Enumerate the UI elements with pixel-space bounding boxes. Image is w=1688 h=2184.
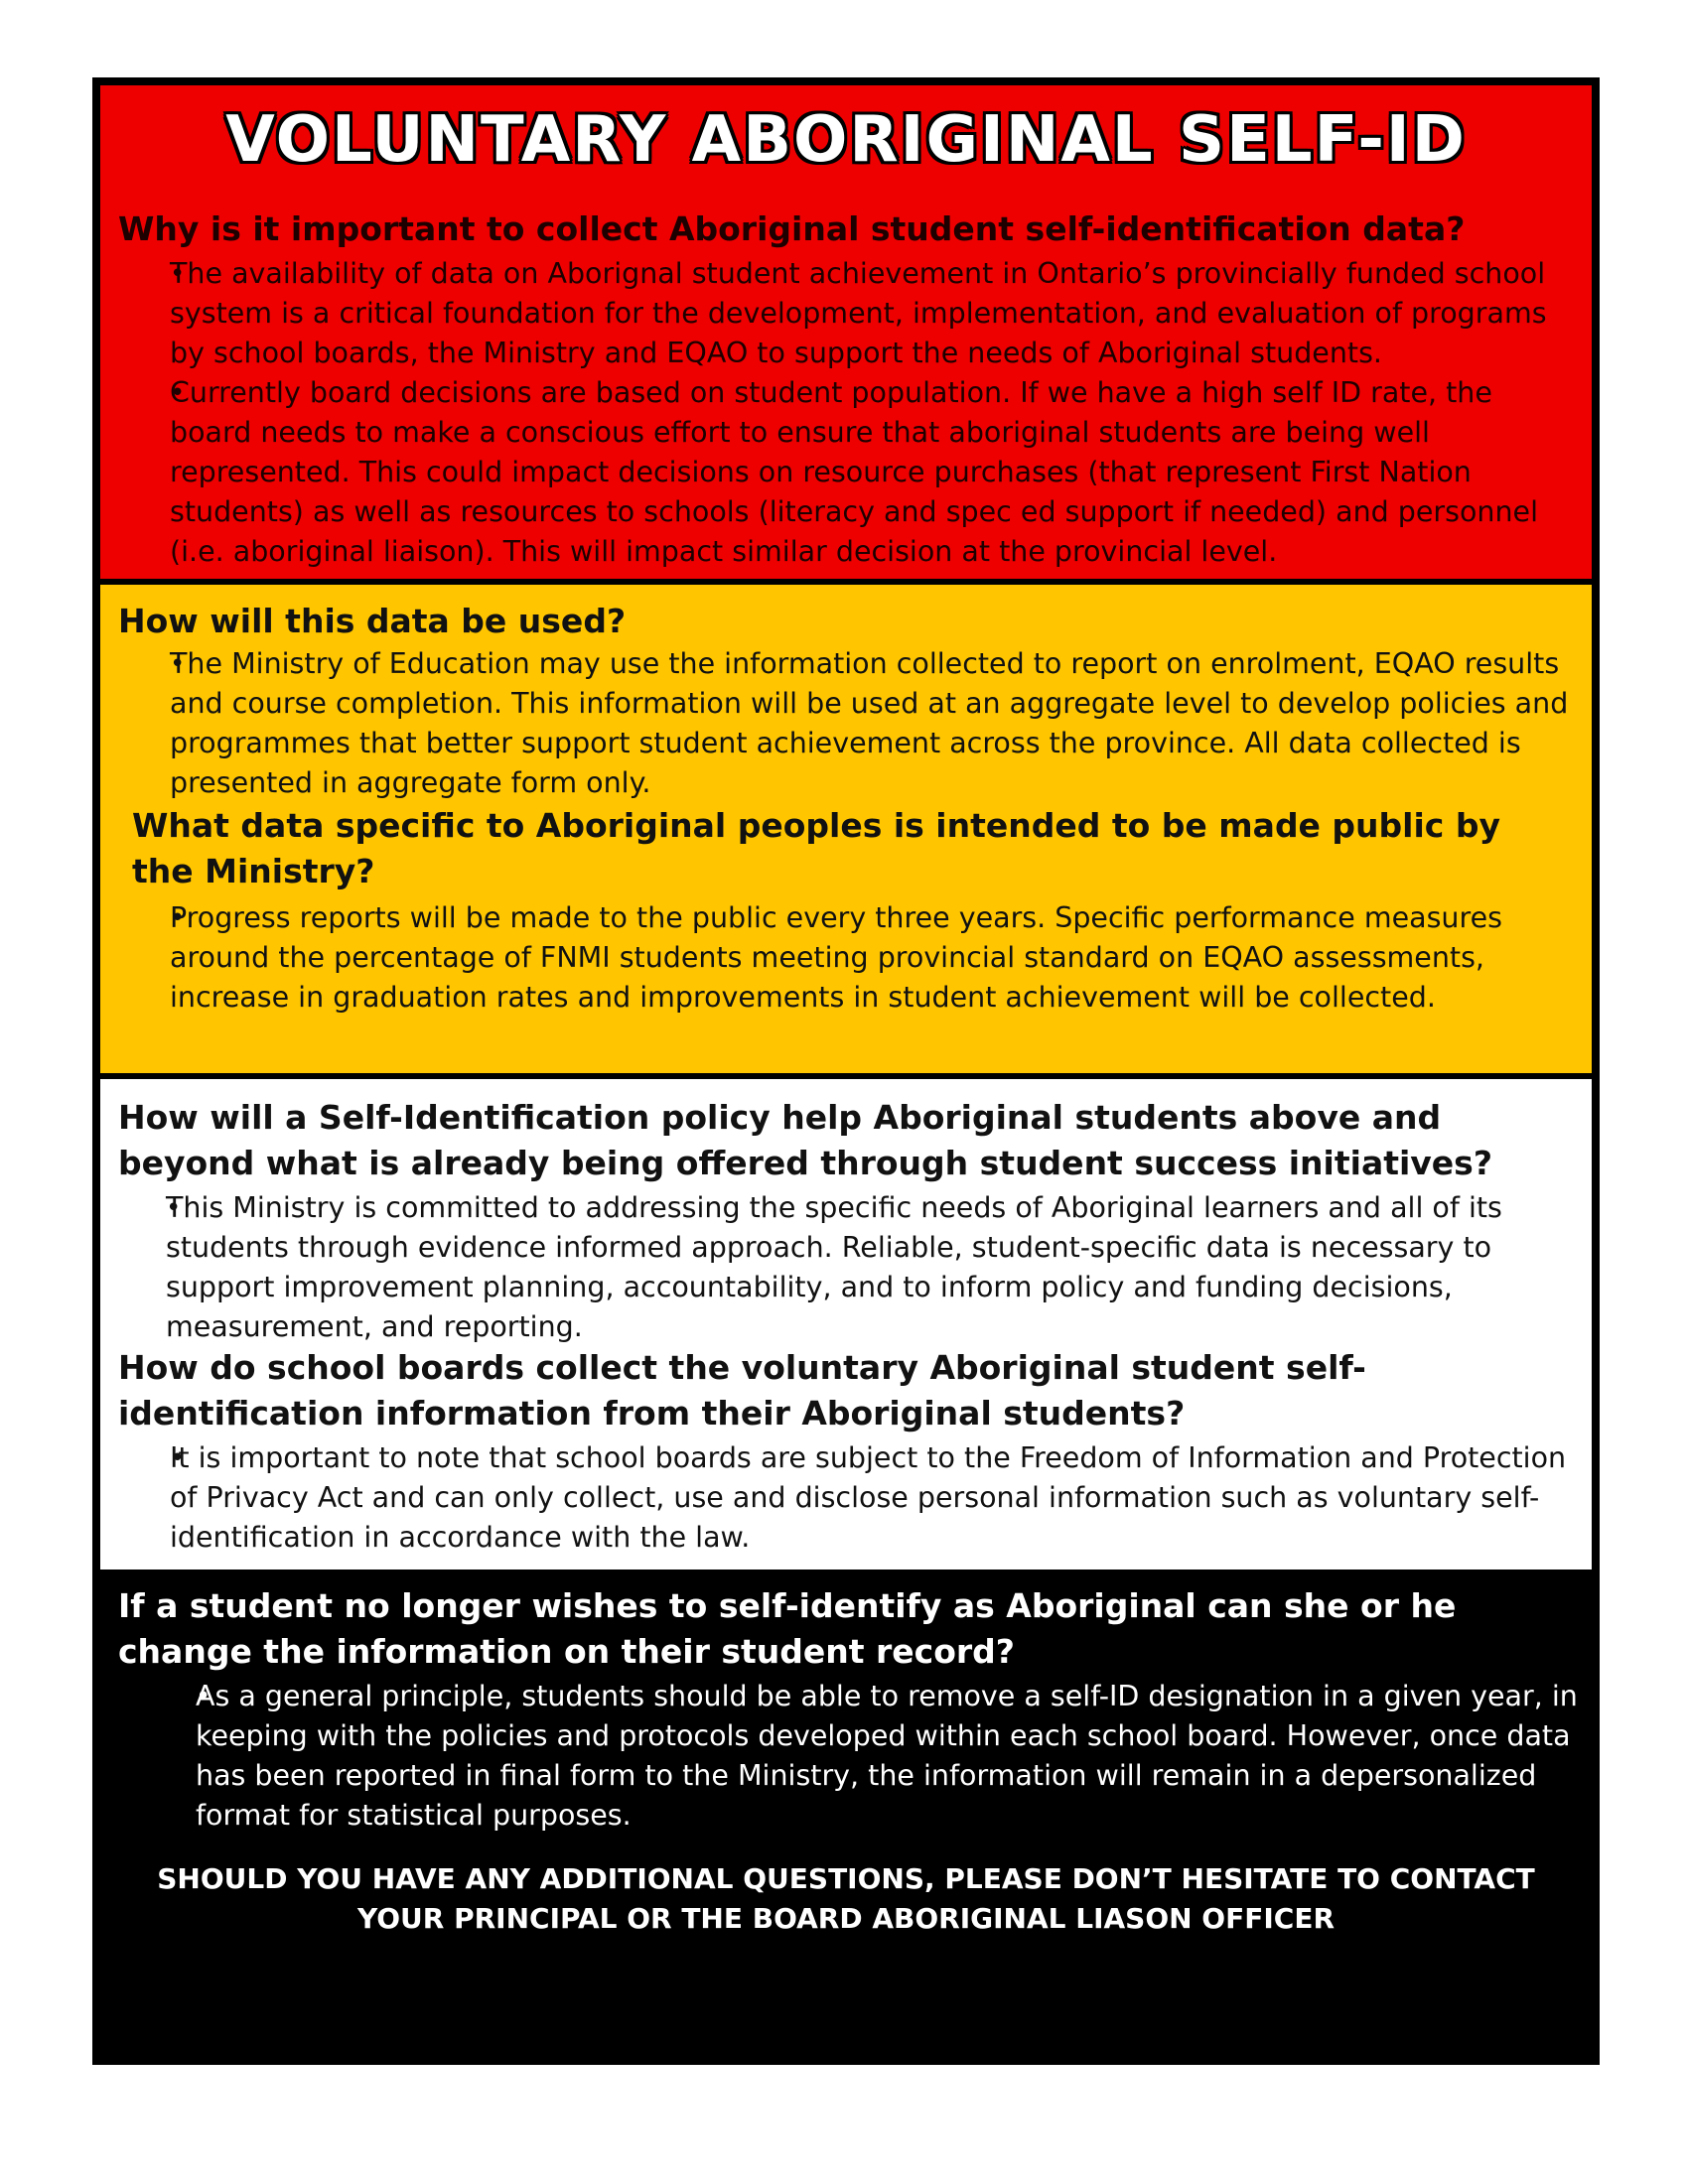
section-heading-change-record: If a student no longer wishes to self-identify as Aboriginal can she or he change the information on their student record? [118, 1586, 1457, 1671]
bullet-list-change-record [122, 1677, 1582, 1836]
white-panel [100, 1079, 1592, 1570]
bullet-list-data-usage [122, 644, 1577, 803]
section-heading-importance: Why is it important to collect Aboriginal student self-identification data? [118, 209, 1466, 248]
closing-note: SHOULD YOU HAVE ANY ADDITIONAL QUESTIONS, PLEASE DON’T HESITATE TO CONTACT YOUR PRINCIPAL OR THE BOARD ABORIGINAL LIASON OFFICER [157, 1862, 1535, 1935]
list-item: • The availability of data on Aborignal student achievement in Ontario’s provincially funded school system is a critical foundation for the development, implementation, and evaluation of programs by school boards, the Ministry and EQAO to support the needs of Aboriginal students. [122, 254, 1572, 373]
yellow-panel [100, 585, 1592, 1073]
list-item: • It is important to note that school boards are subject to the Freedom of Information and Protection of Privacy Act and can only collect, use and disclose personal information such as voluntary self-identification in accordance with the law. [122, 1438, 1572, 1558]
red-panel [100, 85, 1592, 579]
bullet-list-importance [122, 254, 1572, 572]
list-item: • Progress reports will be made to the public every three years. Specific performance measures around the percentage of FNMI students meeting provincial standard on EQAO assessments, increase in graduation rates and improvements in student achievement will be collected. [122, 898, 1577, 1018]
black-panel [100, 1575, 1592, 2057]
page-title: VOLUNTARY ABORIGINAL SELF-ID [225, 103, 1467, 177]
bullet-list-collection [122, 1438, 1572, 1558]
bullet-list-public-data [122, 898, 1577, 1018]
section-heading-policy-help: How will a Self-Identification policy help Aboriginal students above and beyond what is already being offered through student success initiatives? [118, 1098, 1492, 1182]
section-heading-data-usage: How will this data be used? [118, 602, 627, 640]
flyer-frame [92, 77, 1600, 2065]
list-item: • This Ministry is committed to addressing the specific needs of Aboriginal learners and all of its students through evidence informed approach. Reliable, student-specific data is necessary to support improvement planning, accountability, and to inform policy and funding decisions, measurement, and reporting. [118, 1188, 1568, 1347]
section-heading-collection: How do school boards collect the voluntary Aboriginal student self-identification information from their Aboriginal students? [118, 1348, 1366, 1433]
section-heading-public-data: What data specific to Aboriginal peoples is intended to be made public by the Ministry? [132, 806, 1500, 890]
list-item: • Currently board decisions are based on student population. If we have a high self ID rate, the board needs to make a conscious effort to ensure that aboriginal students are being well represented. This could impact decisions on resource purchases (that represent First Nation students) as well as resources to schools (literacy and spec ed support if needed) and personnel (i.e. aboriginal liaison). This will impact similar decision at the provincial level. [122, 373, 1572, 572]
bullet-list-policy-help [118, 1188, 1568, 1347]
list-item: • The Ministry of Education may use the information collected to report on enrolment, EQAO results and course completion. This information will be used at an aggregate level to develop policies and programmes that better support student achievement across the province. All data collected is presented in aggregate form only. [122, 644, 1577, 803]
list-item: • As a general principle, students should be able to remove a self-ID designation in a given year, in keeping with the policies and protocols developed within each school board. However, once data has been reported in final form to the Ministry, the information will remain in a depersonalized format for statistical purposes. [122, 1677, 1582, 1836]
